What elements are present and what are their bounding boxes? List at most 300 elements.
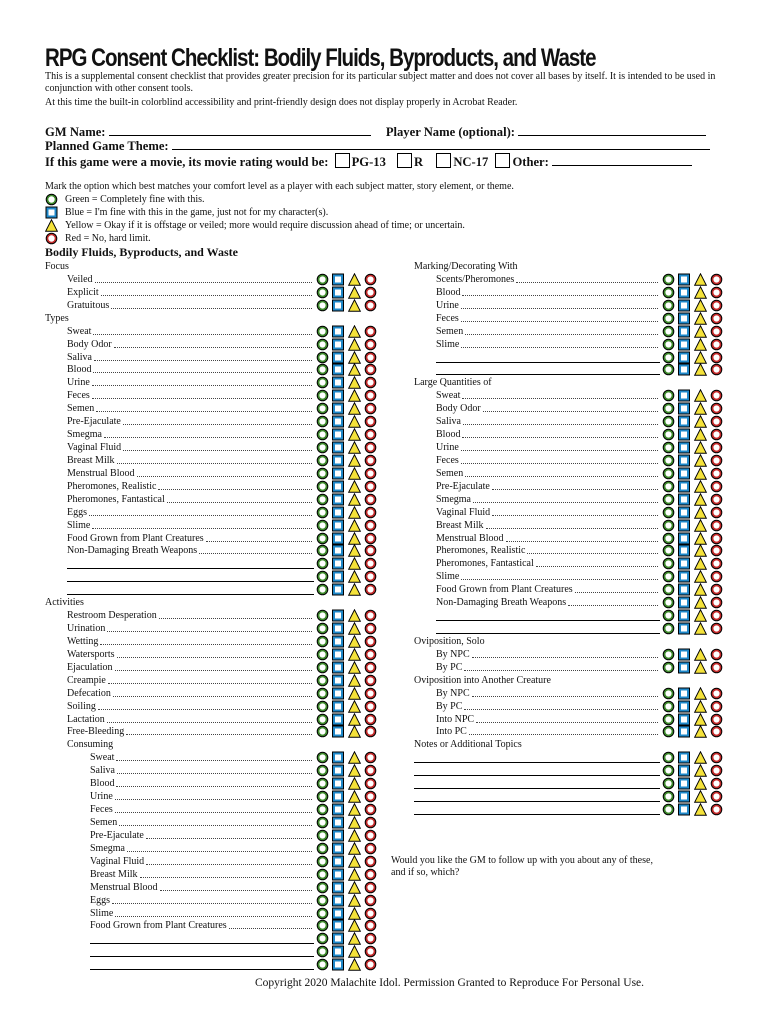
item-label: Urination [67,623,106,635]
yellow-triangle-icon[interactable] [695,429,707,440]
rating-options [662,622,724,635]
rating-options [662,661,724,674]
custom-entry-row [0,751,724,764]
yellow-triangle-icon[interactable] [695,584,707,595]
rating-options [316,829,378,842]
category-heading: Focus [45,261,69,272]
rating-options [662,777,724,790]
custom-entry-row [0,622,724,635]
dot-leader [119,825,312,826]
yellow-triangle-icon[interactable] [695,752,707,763]
checklist-row [0,829,378,842]
dot-leader [100,644,312,645]
custom-entry-row [0,351,724,364]
item-label: Blood [436,429,461,441]
custom-entry-row [0,803,724,816]
yellow-triangle-icon[interactable] [695,778,707,789]
item-label: By NPC [436,687,470,699]
rating-options [316,907,378,920]
gm-name-field[interactable] [109,124,371,136]
dot-leader [112,903,312,904]
rating-other-field[interactable] [552,154,692,166]
write-in-field[interactable] [414,788,660,789]
rating-pg13-checkbox[interactable] [335,153,350,168]
item-label: Scents/Pheromones [436,273,515,285]
dot-leader [461,308,658,309]
item-label: Body Odor [67,338,112,350]
dot-leader [463,424,658,425]
rating-options [662,532,724,545]
rating-options [662,751,724,764]
item-label: Vaginal Fluid [67,442,122,454]
game-theme-label: Planned Game Theme: [45,139,169,153]
custom-entry-row [0,932,378,945]
rating-options [662,725,724,738]
dot-leader [108,683,312,684]
checklist-row [0,687,724,700]
rating-options [662,544,724,557]
rating-options [662,286,724,299]
yellow-triangle-icon[interactable] [349,377,361,388]
rating-options [662,570,724,583]
item-label: Body Odor [436,403,481,415]
custom-entry-row [0,777,724,790]
yellow-triangle-icon[interactable] [695,403,707,414]
rating-pg13-label: PG-13 [351,155,386,169]
yellow-triangle-icon[interactable] [695,545,707,556]
legend-intro: Mark the option which best matches your comfort level as a player with each subject matter, story element, or theme. [45,181,514,192]
yellow-triangle-icon[interactable] [695,649,707,660]
rating-nc17-label: NC-17 [453,155,489,169]
rating-options [316,919,378,932]
dot-leader [127,851,312,852]
rating-options [662,312,724,325]
page-title: RPG Consent Checklist: Bodily Fluids, Byproducts, and Waste [45,44,596,72]
checklist-row [0,842,378,855]
category-heading: Types [45,312,69,324]
rating-options [662,299,724,312]
item-label: Blood [67,364,92,376]
yellow-triangle-icon[interactable] [349,933,361,944]
yellow-triangle-icon[interactable] [349,959,361,970]
item-label: Vaginal Fluid [90,855,145,867]
custom-entry-row [0,958,378,971]
category-heading: Activities [45,597,84,609]
yellow-triangle-icon[interactable] [695,455,707,466]
yellow-triangle-icon[interactable] [349,636,361,647]
dot-leader [486,528,659,529]
item-label: Menstrual Blood [436,532,504,544]
yellow-triangle-icon[interactable] [695,687,707,698]
rating-options [316,376,378,389]
checklist-row [0,532,724,545]
rating-options [662,764,724,777]
yellow-triangle-icon[interactable] [695,726,707,737]
category-heading: Large Quantities of [414,377,492,389]
yellow-triangle-icon[interactable] [695,765,707,776]
yellow-triangle-icon[interactable] [695,390,707,401]
checklist-row [0,402,724,415]
rating-options [662,441,724,454]
rating-options [316,635,378,648]
custom-entry-row [0,609,724,622]
yellow-triangle-icon[interactable] [349,675,361,686]
checklist-row [0,816,378,829]
dot-leader [476,722,658,723]
write-in-field[interactable] [436,362,660,363]
rating-options [316,932,378,945]
write-in-field[interactable] [436,374,660,375]
rating-options [316,674,378,687]
player-name-label: Player Name (optional): [385,125,515,139]
item-label: Feces [90,804,113,816]
item-label: Semen [90,816,118,828]
item-label: Feces [436,312,459,324]
yellow-triangle-icon[interactable] [349,946,361,957]
yellow-triangle-icon[interactable] [695,313,707,324]
blue-square-icon [45,206,58,219]
dot-leader [465,334,658,335]
dot-leader [146,864,312,865]
rating-options [316,816,378,829]
yellow-triangle-icon[interactable] [695,532,707,543]
dot-leader [461,321,658,322]
yellow-triangle-icon[interactable] [349,907,361,918]
dot-leader [575,592,658,593]
checklist-row [0,557,724,570]
rating-options [662,428,724,441]
item-label: Slime [90,907,114,919]
rating-options [662,351,724,364]
item-label: By NPC [436,648,470,660]
checklist-row [0,635,378,648]
checklist-row [0,415,724,428]
item-label: Semen [67,403,95,415]
checklist-row [0,868,378,881]
item-label: Smegma [90,842,125,854]
rating-options [662,687,724,700]
item-label: Soiling [67,700,96,712]
rating-options [662,338,724,351]
dot-leader [568,605,658,606]
item-label: Pheromones, Realistic [67,480,157,492]
dot-leader [229,928,312,929]
item-label: Pheromones, Fantastical [67,493,165,505]
yellow-triangle-icon[interactable] [695,481,707,492]
item-label: Urine [90,791,113,803]
item-label: Into NPC [436,713,475,725]
rating-row [45,153,692,170]
item-label: Creampie [67,674,106,686]
rating-options [662,506,724,519]
rating-r-label: R [414,155,424,169]
item-label: Eggs [67,506,87,518]
item-label: Non-Damaging Breath Weapons [436,597,567,609]
checklist-row [0,325,724,338]
checklist-row [0,855,378,868]
yellow-triangle-icon[interactable] [695,610,707,621]
item-label: Food Grown from Plant Creatures [90,920,227,932]
rating-options [316,881,378,894]
yellow-triangle-icon[interactable] [695,300,707,311]
dot-leader [146,838,312,839]
rating-options [316,958,378,971]
item-label: Sweat [90,752,115,764]
item-label: Food Grown from Plant Creatures [67,532,204,544]
yellow-triangle-icon[interactable] [695,804,707,815]
gm-name-label: GM Name: [45,125,106,139]
yellow-triangle-icon[interactable] [349,843,361,854]
rating-options [662,557,724,570]
legend-green-text: Green = Completely fine with this. [65,194,205,205]
category-heading: Consuming [67,739,114,751]
item-label: Semen [436,467,464,479]
item-label: Breast Milk [67,454,115,466]
game-theme-row [45,138,710,154]
write-in-field[interactable] [90,956,314,957]
checklist-row [0,596,724,609]
rating-options [662,389,724,402]
item-label: Vaginal Fluid [436,506,491,518]
checklist-row [0,894,378,907]
yellow-triangle-icon[interactable] [695,623,707,634]
category-heading: Notes or Additional Topics [414,739,522,751]
rating-r-checkbox[interactable] [397,153,412,168]
checklist-row [0,299,724,312]
rating-options [662,415,724,428]
yellow-triangle-icon[interactable] [695,442,707,453]
red-circle-icon [45,232,58,245]
checklist-row [0,570,724,583]
dot-leader [461,450,658,451]
item-label: Menstrual Blood [67,467,135,479]
checklist-row [0,467,724,480]
dot-leader [461,463,658,464]
write-in-field[interactable] [414,762,660,763]
write-in-field[interactable] [90,943,314,944]
dot-leader [472,657,658,658]
rating-options [316,945,378,958]
yellow-triangle-icon[interactable] [695,287,707,298]
checklist-row [0,454,724,467]
rating-options [316,842,378,855]
item-label: Sweat [436,390,461,402]
checklist-row [0,441,724,454]
write-in-field[interactable] [436,633,660,634]
dot-leader [527,553,658,554]
checklist-row [0,700,724,713]
rating-options [662,363,724,376]
item-label: Lactation [67,713,105,725]
dot-leader [140,877,313,878]
dot-leader [92,385,312,386]
legend-yellow-text: Yellow = Okay if it is offstage or veiled; more would require discussion ahead of time; or uncertain. [65,220,465,231]
rating-options [316,894,378,907]
dot-leader [516,282,658,283]
item-label: Pre-Ejaculate [90,829,144,841]
item-label: Free-Bleeding [67,726,125,738]
checklist-row [0,428,724,441]
yellow-triangle-icon[interactable] [695,468,707,479]
item-label: Slime [436,338,460,350]
item-label: Menstrual Blood [90,881,158,893]
item-label: By PC [436,700,463,712]
rating-prompt: If this game were a movie, its movie rating would be: [45,155,329,169]
item-label: Semen [436,325,464,337]
item-label: Ejaculation [67,661,113,673]
yellow-triangle-icon[interactable] [695,519,707,530]
item-label: Watersports [67,648,115,660]
rating-other-label: Other: [512,155,549,169]
item-label: Slime [436,571,460,583]
checklist-row [0,583,724,596]
item-label: Restroom Desperation [67,610,157,622]
checklist-row [0,544,724,557]
acrobat-note: At this time the built-in colorblind accessibility and print-friendly design does not display properly in Acrobat Reader. [45,97,518,108]
custom-entry-row [0,790,724,803]
item-label: Blood [90,778,115,790]
checklist-row [0,519,724,532]
dot-leader [464,670,658,671]
yellow-triangle-icon[interactable] [695,351,707,362]
item-label: Pheromones, Fantastical [436,558,534,570]
legend-red-text: Red = No, hard limit. [65,233,151,244]
rating-options [662,493,724,506]
dot-leader [462,398,658,399]
item-label: Breast Milk [90,868,138,880]
rating-options [316,868,378,881]
rating-options [662,480,724,493]
rating-options [662,596,724,609]
legend-blue-text: Blue = I'm fine with this in the game, just not for my character(s). [65,207,329,218]
item-label: Urine [436,299,459,311]
item-label: Smegma [436,493,471,505]
dot-leader [462,437,658,438]
yellow-triangle-icon[interactable] [349,856,361,867]
item-label: Pre-Ejaculate [436,480,490,492]
category-heading: Oviposition, Solo [414,635,485,647]
write-in-field[interactable] [90,969,314,970]
dot-leader [462,295,658,296]
intro-paragraph: This is a supplemental consent checklist that provides greater precision for its particular subject matter and does not cover all bases by itself. It is intended to be used in conjunction with other consent tools. [45,71,716,94]
checklist-row [0,661,724,674]
rating-options [662,467,724,480]
yellow-triangle-icon[interactable] [695,416,707,427]
write-in-field[interactable] [414,814,660,815]
yellow-triangle-icon[interactable] [695,338,707,349]
rating-options [316,855,378,868]
checklist-row [0,506,724,519]
yellow-triangle-icon[interactable] [349,881,361,892]
rating-options [662,648,724,661]
item-label: Urine [436,442,459,454]
dot-leader [115,916,312,917]
rating-options [662,454,724,467]
yellow-triangle-icon[interactable] [695,364,707,375]
dot-leader [464,709,658,710]
yellow-triangle-icon[interactable] [349,817,361,828]
rating-other-checkbox[interactable] [495,153,510,168]
item-label: Defecation [67,687,111,699]
checklist-row [0,907,378,920]
item-label: Blood [436,286,461,298]
yellow-triangle-icon[interactable] [695,506,707,517]
section-title: Bodily Fluids, Byproducts, and Waste [45,245,238,259]
checklist-row [0,725,724,738]
item-label: Food Grown from Plant Creatures [436,584,573,596]
yellow-triangle-icon[interactable] [695,274,707,285]
write-in-field[interactable] [436,620,660,621]
yellow-triangle-icon[interactable] [695,700,707,711]
rating-options [662,519,724,532]
checklist-row [0,713,724,726]
checklist-row [0,919,378,932]
dot-leader [160,890,313,891]
dot-leader [506,541,659,542]
category-heading: Marking/Decorating With [414,261,518,272]
dot-leader [465,476,658,477]
rating-options [662,273,724,286]
checklist-row [0,648,724,661]
checklist-row [0,881,378,894]
custom-entry-row [0,945,378,958]
rating-options [662,803,724,816]
item-label: Non-Damaging Breath Weapons [67,545,198,557]
item-label: Feces [436,454,459,466]
item-label: Pre-Ejaculate [67,416,121,428]
yellow-triangle-icon[interactable] [695,325,707,336]
yellow-triangle-icon[interactable] [349,830,361,841]
yellow-triangle-icon[interactable] [349,920,361,931]
item-label: Eggs [90,894,110,906]
yellow-triangle-icon[interactable] [695,662,707,673]
dot-leader [461,347,658,348]
rating-options [662,583,724,596]
yellow-triangle-icon[interactable] [695,713,707,724]
rating-options [662,325,724,338]
followup-question: Would you like the GM to follow up with you about any of these, and if so, which? [391,855,653,878]
yellow-triangle-icon[interactable] [695,571,707,582]
copyright-notice: Copyright 2020 Malachite Idol. Permission Granted to Reproduce For Personal Use. [255,977,645,989]
rating-nc17-checkbox[interactable] [436,153,451,168]
game-theme-field[interactable] [172,138,710,150]
dot-leader [472,696,658,697]
yellow-triangle-icon[interactable] [349,869,361,880]
checklist-row [0,312,724,325]
checklist-row [0,338,724,351]
player-name-field[interactable] [518,124,706,136]
item-label: Saliva [67,351,92,363]
dot-leader [461,579,658,580]
checklist-row [0,376,378,389]
item-label: Into PC [436,726,467,738]
yellow-triangle-icon[interactable] [695,597,707,608]
item-label: Saliva [436,416,461,428]
write-in-field[interactable] [414,775,660,776]
item-label: Wetting [67,635,99,647]
yellow-triangle-icon[interactable] [695,494,707,505]
item-label: Saliva [90,765,115,777]
dot-leader [536,566,658,567]
dot-leader [483,411,658,412]
yellow-triangle-icon[interactable] [695,791,707,802]
item-label: Slime [67,519,91,531]
dot-leader [492,489,658,490]
yellow-triangle-icon[interactable] [695,558,707,569]
yellow-triangle-icon[interactable] [349,894,361,905]
write-in-field[interactable] [414,801,660,802]
item-label: Smegma [67,429,102,441]
